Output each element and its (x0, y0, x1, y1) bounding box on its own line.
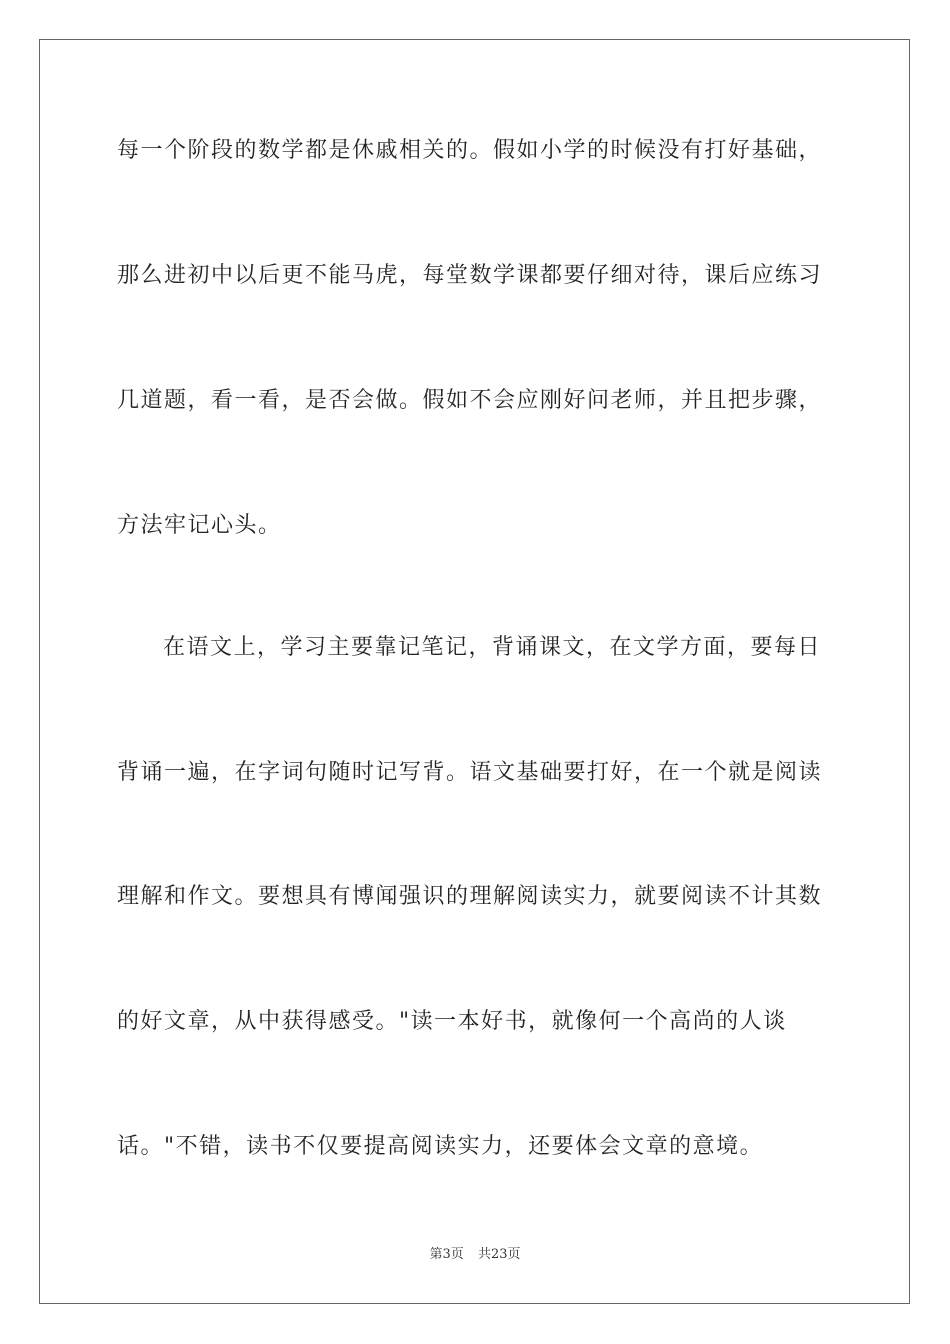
text-line-8: 的好文章，从中获得感受。"读一本好书，就像何一个高尚的人谈 (117, 1009, 787, 1034)
text-line-5: 在语文上，学习主要靠记笔记，背诵课文，在文学方面，要每日 (163, 635, 822, 660)
text-line-1: 每一个阶段的数学都是休戚相关的。假如小学的时候没有打好基础， (117, 138, 823, 163)
text-line-2: 那么进初中以后更不能马虎，每堂数学课都要仔细对待，课后应练习 (117, 263, 823, 288)
text-line-3: 几道题，看一看，是否会做。假如不会应刚好问老师，并且把步骤， (117, 388, 823, 413)
page-border (39, 39, 910, 1304)
page-footer (0, 1246, 950, 1264)
text-line-4: 方法牢记心头。 (117, 513, 282, 538)
text-line-6: 背诵一遍，在字词句随时记写背。语文基础要打好，在一个就是阅读 (117, 760, 823, 785)
text-line-9: 话。"不错，读书不仅要提高阅读实力，还要体会文章的意境。 (117, 1134, 764, 1159)
current-page-label: 第3页 (429, 1247, 464, 1262)
total-pages-label: 共23页 (477, 1247, 521, 1262)
text-line-7: 理解和作文。要想具有博闻强识的理解阅读实力，就要阅读不计其数 (117, 884, 823, 909)
